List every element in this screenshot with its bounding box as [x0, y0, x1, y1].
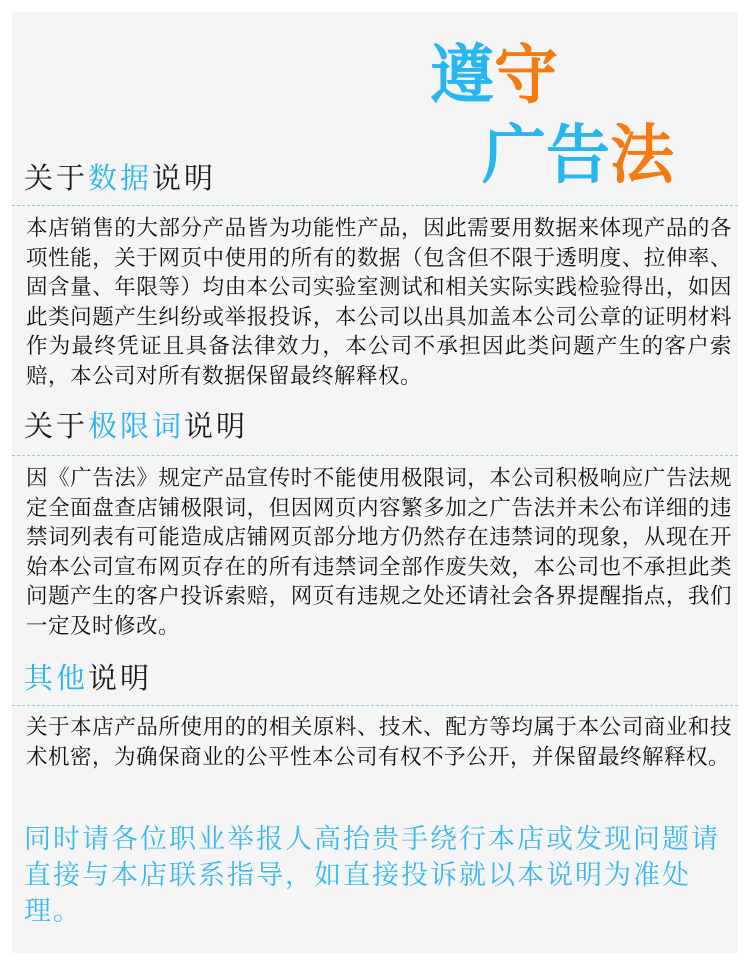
title-char-fa: 法: [610, 119, 674, 193]
title-char-shou: 守: [494, 39, 558, 113]
heading-highlight: 其他: [24, 661, 89, 695]
heading-prefix: 关于: [24, 161, 89, 195]
section-body-superlatives: 因《广告法》规定产品宣传时不能使用极限词，本公司积极响应广告法规定全面盘查店铺极限词，但因网页内容繁多加之广告法并未公布详细的违禁词列表有可能造成店铺网页部分地方仍然存在违禁词的现象，从现在开始本公司宣布网页存在的所有违禁词全部作废失效，本公司也不承担此类问题产生的客户投诉索赔，网页有违规之处还请社会各界提醒指点，我们一定及时修改。: [26, 466, 732, 639]
section-heading-data: [24, 161, 217, 195]
section-heading-other: [24, 661, 153, 695]
title-word-guanggao: 广告: [482, 119, 610, 193]
title-char-zun: 遵: [430, 39, 494, 113]
heading-highlight: 极限词: [88, 409, 185, 443]
heading-suffix: 说明: [88, 661, 153, 695]
heading-suffix: 说明: [184, 409, 249, 443]
section-divider: [12, 205, 738, 206]
disclaimer-page: [12, 12, 738, 953]
heading-suffix: 说明: [152, 161, 217, 195]
title-line-1: [430, 39, 558, 113]
section-body-data: 本店销售的大部分产品皆为功能性产品，因此需要用数据来体现产品的各项性能，关于网页中使用的所有的数据（包含但不限于透明度、拉伸率、固含量、年限等）均由本公司实验室测试和相关实际实践检验得出，如因此类问题产生纠纷或举报投诉，本公司以出具加盖本公司公章的证明材料作为最终凭证且具备法律效力，本公司不承担因此类问题产生的客户索赔，本公司对所有数据保留最终解释权。: [26, 216, 732, 389]
notice-text: 同时请各位职业举报人高抬贵手绕行本店或发现问题请直接与本店联系指导，如直接投诉就以本说明为准处理。: [24, 824, 720, 927]
section-divider: [12, 455, 738, 456]
heading-prefix: 关于: [24, 409, 89, 443]
section-divider: [12, 705, 738, 706]
section-body-other: 关于本店产品所使用的的相关原料、技术、配方等均属于本公司商业和技术机密，为确保商业的公平性本公司有权不予公开，并保留最终解释权。: [26, 715, 732, 770]
heading-highlight: 数据: [88, 161, 153, 195]
title-line-2: [482, 119, 674, 193]
section-heading-superlatives: [24, 409, 249, 443]
